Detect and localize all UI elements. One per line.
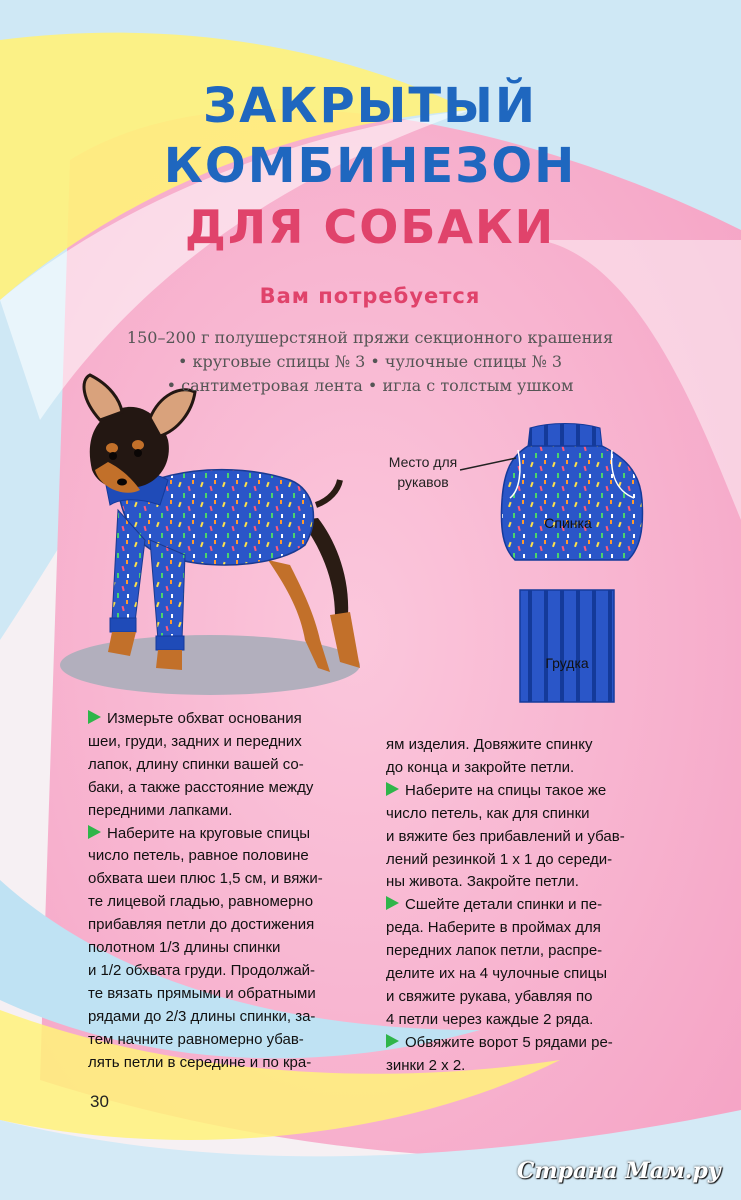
instruction-line: ям изделия. Довяжите спинку [386,736,593,753]
materials-line-2: • круговые спицы № 3 • чулочные спицы № 3 [177,352,563,371]
instruction-line: и 1/2 обхвата груди. Продолжай- [88,961,316,979]
sleeve-callout-line-1: Место для [388,454,458,470]
instruction-line: полотном 1/3 длины спинки [88,939,281,957]
instruction-line: число петель, равное половине [88,847,309,865]
instruction-line: лять петли в середине и по кра- [88,1053,312,1071]
instruction-line: Наберите на круговые спицы [107,824,311,842]
instruction-line: шеи, груди, задних и передних [88,732,302,750]
sleeve-callout [378,452,468,492]
green-triangle-icon [386,896,399,910]
instruction-line: передними лапками. [88,801,233,819]
instruction-line: делите их на 4 чулочные спицы [386,965,607,983]
instruction-line: прибавляя петли до достижения [88,916,315,934]
title-line-3: ДЛЯ СОБАКИ [184,200,556,254]
title-line-2: КОМБИНЕЗОН [163,138,577,194]
green-triangle-icon [88,825,101,839]
instruction-line: реда. Наберите в проймах для [386,919,601,937]
instruction-line: Обвяжите ворот 5 рядами ре- [405,1033,613,1051]
chest-piece-label: Грудка [545,655,589,671]
sleeve-callout-line-2: рукавов [397,474,449,490]
green-triangle-icon [88,710,101,724]
instruction-line: рядами до 2/3 длины спинки, за- [88,1007,316,1025]
instruction-line: обхвата шеи плюс 1,5 см, и вяжи- [88,870,323,888]
instruction-line: те лицевой гладью, равномерно [88,893,314,911]
page-number: 30 [90,1092,109,1111]
green-triangle-icon [386,782,399,796]
instruction-line: 4 петли через каждые 2 ряда. [386,1010,594,1028]
instructions-left-column [88,708,370,1075]
instruction-line: до конца и закройте петли. [386,758,575,776]
materials-line-3: • сантиметровая лента • игла с толстым ушком [166,376,574,395]
instruction-line: лений резинкой 1 х 1 до середи- [386,850,613,868]
instruction-line: лапок, длину спинки вашей со- [88,755,304,773]
instruction-line: Измерьте обхват основания [107,710,302,727]
watermark-logo: Страна Мам.ру [516,1158,721,1184]
instruction-line: передних лапок петли, распре- [386,942,603,960]
green-triangle-icon [386,1034,399,1048]
instruction-line: зинки 2 х 2. [386,1056,466,1074]
chest-piece-diagram [520,590,614,702]
instruction-line: баки, а также расстояние между [88,778,314,796]
instructions-right-column [386,734,676,1078]
instruction-line: Сшейте детали спинки и пе- [405,896,603,914]
instruction-line: те вязать прямыми и обратными [88,984,316,1002]
instruction-line: и вяжите без прибавлений и убав- [386,827,625,845]
materials-line-1: 150–200 г полушерстяной пряжи секционного крашения [126,328,614,347]
instruction-line: и свяжите рукава, убавляя по [386,987,593,1005]
instruction-line: Наберите на спицы такое же [405,781,607,799]
title-line-1: ЗАКРЫТЫЙ [202,78,538,134]
instruction-line: ны живота. Закройте петли. [386,873,579,891]
materials-heading: Вам потребуется [259,284,481,308]
instruction-line: число петель, как для спинки [386,804,590,822]
back-piece-label: Спинка [544,515,592,531]
instruction-line: тем начните равномерно убав- [88,1030,304,1048]
